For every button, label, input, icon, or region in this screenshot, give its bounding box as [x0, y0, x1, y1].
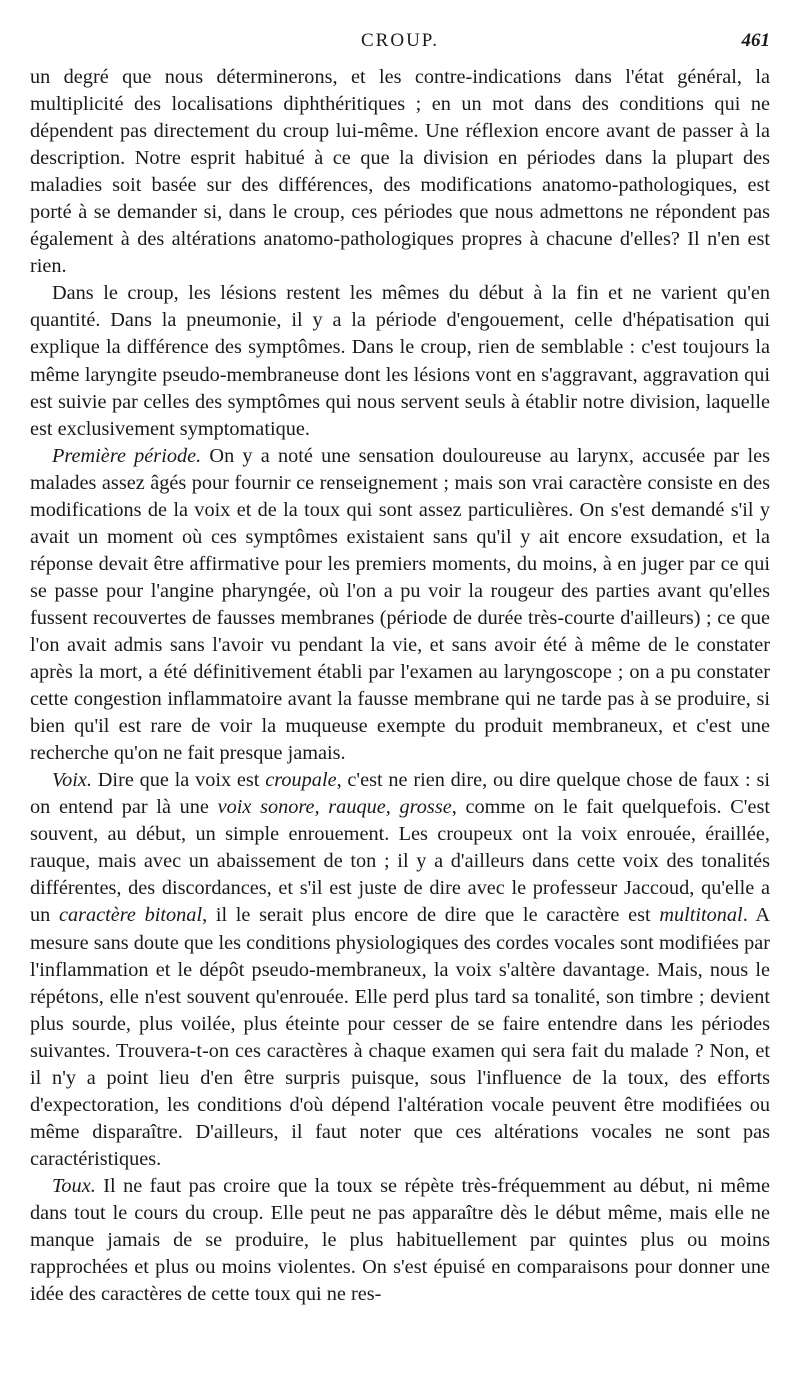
- body-text: [30, 64, 770, 1308]
- running-head: CROUP.: [361, 30, 439, 51]
- paragraph-croup-lesions: Dans le croup, les lésions restent les mêmes du début à la fin et ne varient qu'en quantité. Dans la pneumonie, il y a la période d'engouement, celle d'hépatisation qui explique la différence des symptômes. Dans le croup, rien de semblable : c'est toujours la même laryngite pseudo-membraneuse dont les lésions vont en s'aggravant, aggravation qui est suivie par celles des symptômes qui nous servent seuls à établir notre division, laquelle est exclusivement symptomatique.: [30, 282, 770, 440]
- paragraph-premiere-periode: Première période. On y a noté une sensation douloureuse au larynx, accusée par les malades assez âgés pour fournir ce renseignement ; mais son vrai caractère consiste en des modifications de la voix et de la toux qui sont assez particulières. On s'est demandé s'il y avait un moment où ces symptômes existaient sans qu'il y ait encore exsudation, et la réponse devait être affirmative pour les premiers moments, du moins, à en juger par ce qui se passe pour l'angine pharyngée, où l'on a pu voir la rougeur des parties avant qu'elles fussent recouvertes de fausses membranes (période de durée très-courte d'ailleurs) ; ce que l'on avait admis sans l'avoir vu pendant la vie, et sans avoir été à même de le constater après la mort, a été définitivement établi par l'examen au laryngoscope ; on a pu constater cette congestion inflammatoire avant la fausse membrane qui ne tarde pas à se produire, si bien qu'il est rare de voir la muqueuse exempte du produit membraneux, et c'est une recherche qu'on ne fait presque jamais.: [30, 444, 770, 765]
- section-heading-toux: Toux.: [52, 1174, 96, 1197]
- paragraph-toux: Toux. Il ne faut pas croire que la toux se répète très-fréquemment au début, ni même dans tout le cours du croup. Elle peut ne pas apparaître dès le début même, mais elle ne manque jamais de se produire, le plus habituellement par quintes plus ou moins rapprochées et plus ou moins violentes. On s'est épuisé en comparaisons pour donner une idée des caractères de cette toux qui ne res-: [30, 1174, 770, 1306]
- term-croupale: croupale: [265, 769, 337, 792]
- section-heading-voix: Voix.: [52, 769, 92, 792]
- page-number: 461: [741, 30, 770, 51]
- term-multitonal: multitonal: [659, 904, 743, 927]
- paragraph-intro-continuation: un degré que nous déterminerons, et les contre-indications dans l'état général, la multiplicité des localisations diphthéritiques ; en un mot dans des conditions qui ne dépendent pas directement du croup lui-même. Une réflexion encore avant de passer à la description. Notre esprit habitué à ce que la division en périodes dans la plupart des maladies soit basée sur des différences, des modifications anatomo-pathologiques, est porté à se demander si, dans le croup, ces périodes que nous admettons ne répondent pas également à des altérations anatomo-pathologiques propres à chacune d'elles? Il n'en est rien.: [30, 66, 770, 278]
- term-bitonal: caractère bitonal: [58, 904, 203, 927]
- section-heading-premiere-periode: Première période.: [52, 444, 202, 467]
- paragraph-voix: Voix. Dire que la voix est croupale, c'est ne rien dire, ou dire quelque chose de faux : si on entend par là une voix sonore, rauque, grosse, comme on le fait quelquefois. C'est souvent, au début, un simple enrouement. Les croupeux ont la voix enrouée, éraillée, rauque, mais avec un abaissement de ton ; il y a d'ailleurs dans cette voix des tonalités différentes, des discordances, et s'il est juste de dire avec le professeur Jaccoud, qu'elle a un caractère bitonal, il le serait plus encore de dire que le caractère est multitonal. A mesure sans doute que les conditions physiologiques des cordes vocales sont modifiées par l'inflammation et le dépôt pseudo-membraneux, la voix s'altère davantage. Mais, nous le répétons, elle n'est souvent qu'enrouée. Elle perd plus tard sa tonalité, son timbre ; devient plus sourde, plus voilée, plus éteinte pour cesser de se faire entendre dans les périodes suivantes. Trouvera-t-on ces caractères à chaque examen qui sera fait du malade ? Non, et il n'y a point lieu d'en être surpris puisque, sous l'influence de la toux, des efforts d'expectoration, les conditions d'où dépend l'altération vocale peuvent être modifiées ou même disparaître. D'ailleurs, il faut noter que ces altérations vocales ne sont pas caractéristiques.: [30, 769, 770, 1170]
- page-header: [30, 30, 770, 64]
- term-voix-sonore: voix sonore, rauque, grosse: [217, 796, 452, 819]
